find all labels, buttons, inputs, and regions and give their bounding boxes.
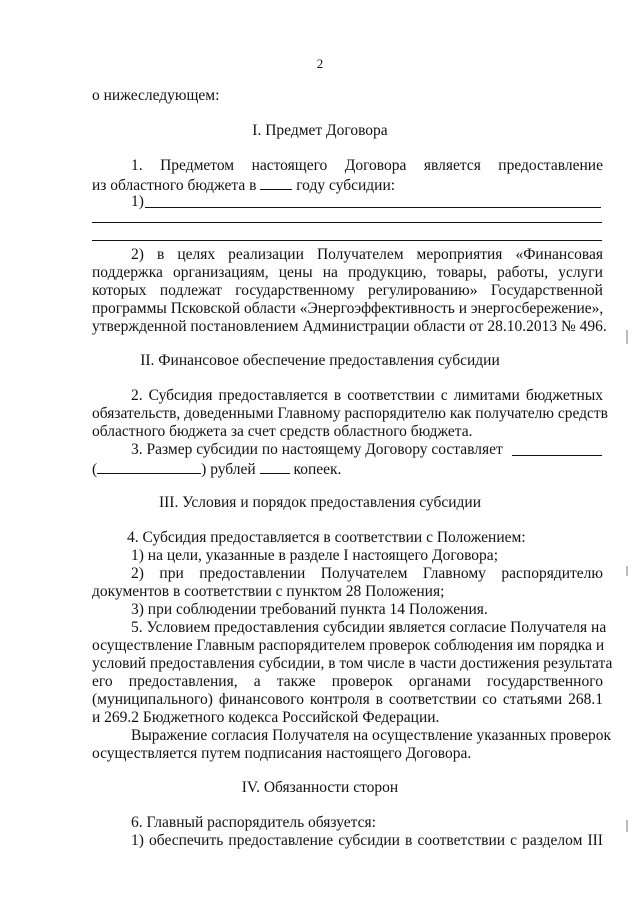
word: органами — [408, 673, 471, 690]
word: настоящего — [251, 157, 328, 174]
paragraph-2-line-2: обязательств, доведенными Главному распорядителю как получателю средств — [92, 405, 609, 422]
text-segment: копеек. — [293, 461, 342, 478]
section-3-title: III. Условия и порядок предоставления субсидии — [158, 494, 481, 511]
paragraph-3-line-2 — [92, 459, 341, 479]
word: услуги — [558, 264, 603, 281]
word: в — [375, 691, 383, 708]
word: с — [510, 832, 518, 849]
word: 1) — [131, 832, 144, 849]
amount-blank — [512, 455, 602, 456]
item-1-blank-line — [145, 207, 601, 208]
paragraph-5-line-2: осуществление Главным распорядителем проверок соблюдения им порядка и — [92, 637, 605, 654]
word: III — [587, 832, 603, 849]
paragraph-5-line-4 — [92, 673, 603, 691]
word: подлежат — [159, 282, 222, 299]
word: 1. — [131, 157, 143, 174]
text-segment: 3. Размер субсидии по настоящему Договору составляет — [131, 441, 503, 458]
word: цены — [278, 264, 313, 281]
paragraph-4-item-2-line-1 — [131, 565, 603, 583]
item-2-line-3 — [92, 282, 603, 300]
word: соответствии — [388, 691, 477, 708]
word: которых — [92, 282, 147, 299]
paragraph-5-line-5 — [92, 691, 603, 709]
word: финансового — [218, 691, 304, 708]
word: предоставляется — [218, 387, 328, 404]
section-2-title: II. Финансовое обеспечение предоставления субсидии — [140, 352, 500, 369]
paragraph-2-line-1 — [131, 387, 603, 405]
word: Предметом — [160, 157, 235, 174]
word: работы, — [497, 264, 549, 281]
item-2-line-5: утвержденной постановлением Администрации области от 28.10.2013 № 496. — [92, 318, 607, 335]
word: Субсидия — [148, 387, 213, 404]
word: контроля — [309, 691, 370, 708]
paragraph-5b-line-1: Выражение согласия Получателя на осуществление указанных проверок — [131, 727, 612, 744]
word: а — [253, 673, 261, 690]
text-segment: ( — [92, 461, 98, 478]
word: предоставление — [498, 157, 603, 174]
paragraph-5-line-1: 5. Условием предоставления субсидии является согласие Получателя на — [131, 619, 607, 636]
intro-text: о нижеследующем: — [92, 87, 220, 104]
word: обеспечить — [149, 832, 224, 849]
word: на — [322, 264, 338, 281]
paragraph-2-line-3: областного бюджета за счет средств областного бюджета. — [92, 423, 473, 440]
paragraph-6-item-1 — [131, 832, 603, 850]
word: организациям, — [172, 264, 269, 281]
word: Получателем — [316, 246, 404, 263]
word: государственного — [487, 673, 603, 690]
scan-artifact — [626, 820, 628, 832]
word: предоставлении — [199, 565, 306, 582]
year-blank — [260, 175, 292, 190]
blank-line — [92, 222, 602, 223]
paragraph-5b-line-2: осуществляется путем подписания настоящего Договора. — [92, 745, 472, 762]
word: разделом — [522, 832, 583, 849]
word: регулированию» — [368, 282, 478, 299]
text-segment: году субсидии: — [296, 177, 396, 194]
word: также — [276, 673, 316, 690]
word: статьями — [502, 691, 563, 708]
word: поддержка — [92, 264, 163, 281]
section-4-title: IV. Обязанности сторон — [241, 779, 399, 796]
word: Договора — [344, 157, 407, 174]
word: проверок — [331, 673, 393, 690]
word: реализации — [228, 246, 304, 263]
word: предоставление — [228, 832, 334, 849]
word: 2) — [131, 565, 144, 582]
paragraph-4-item-1: 1) на цели, указанные в разделе I настоящего Договора; — [131, 547, 498, 564]
item-2-line-2 — [92, 264, 603, 282]
word: субсидии — [338, 832, 400, 849]
word: Главному — [422, 565, 486, 582]
item-2-line-4: программы Псковской области «Энергоэффективность и энергосбережение», — [92, 300, 604, 317]
word: 268.1 — [568, 691, 603, 708]
word: в — [333, 387, 342, 404]
paragraph-5-line-3: условий предоставления субсидии, в том числе в части достижения результата — [92, 655, 613, 672]
word: 2) — [131, 246, 144, 263]
section-1-title: I. Предмет Договора — [252, 122, 388, 139]
paragraph-4-item-2-line-2: документов в соответствии с пунктом 28 Положения; — [92, 583, 445, 600]
word: 2. — [131, 387, 143, 404]
word: соответствии — [417, 832, 506, 849]
paragraph-6: 6. Главный распорядитель обязуется: — [131, 814, 376, 831]
word: его — [92, 673, 113, 690]
page-number: 2 — [316, 56, 324, 71]
blank-line — [92, 240, 602, 241]
scan-artifact — [626, 566, 628, 576]
paragraph-5-line-6: и 269.2 Бюджетного кодекса Российской Федерации. — [92, 709, 440, 726]
amount-words-blank — [97, 459, 201, 474]
word: мероприятия — [416, 246, 503, 263]
word: с — [440, 387, 448, 404]
word: (муниципального) — [92, 691, 213, 708]
word: в — [405, 832, 413, 849]
word: бюджетных — [525, 387, 603, 404]
word: Получателем — [320, 565, 408, 582]
word: распорядителю — [501, 565, 603, 582]
word: товары, — [436, 264, 487, 281]
word: со — [482, 691, 497, 708]
text-segment: ) рублей — [201, 461, 256, 478]
word: соответствии — [347, 387, 435, 404]
word: продукцию, — [347, 264, 427, 281]
word: предоставления, — [128, 673, 238, 690]
paragraph-4: 4. Субсидия предоставляется в соответствии с Положением: — [127, 529, 526, 546]
word: государственному — [235, 282, 355, 299]
word: «Финансовая — [515, 246, 603, 263]
word: является — [423, 157, 481, 174]
paragraph-1-line-2 — [92, 175, 395, 195]
word: целях — [177, 246, 216, 263]
item-1-label: 1) — [131, 193, 144, 210]
scan-artifact — [626, 330, 628, 344]
word: Государственной — [490, 282, 603, 299]
paragraph-4-item-3: 3) при соблюдении требований пункта 14 Положения. — [131, 601, 488, 618]
word: в — [156, 246, 165, 263]
item-2-line-1 — [131, 246, 603, 264]
text-segment: из областного бюджета в — [92, 177, 257, 194]
kopeks-blank — [260, 459, 290, 474]
paragraph-1-line-1 — [131, 157, 603, 175]
word: лимитами — [453, 387, 520, 404]
word: при — [159, 565, 184, 582]
paragraph-3-line-1 — [131, 441, 503, 459]
